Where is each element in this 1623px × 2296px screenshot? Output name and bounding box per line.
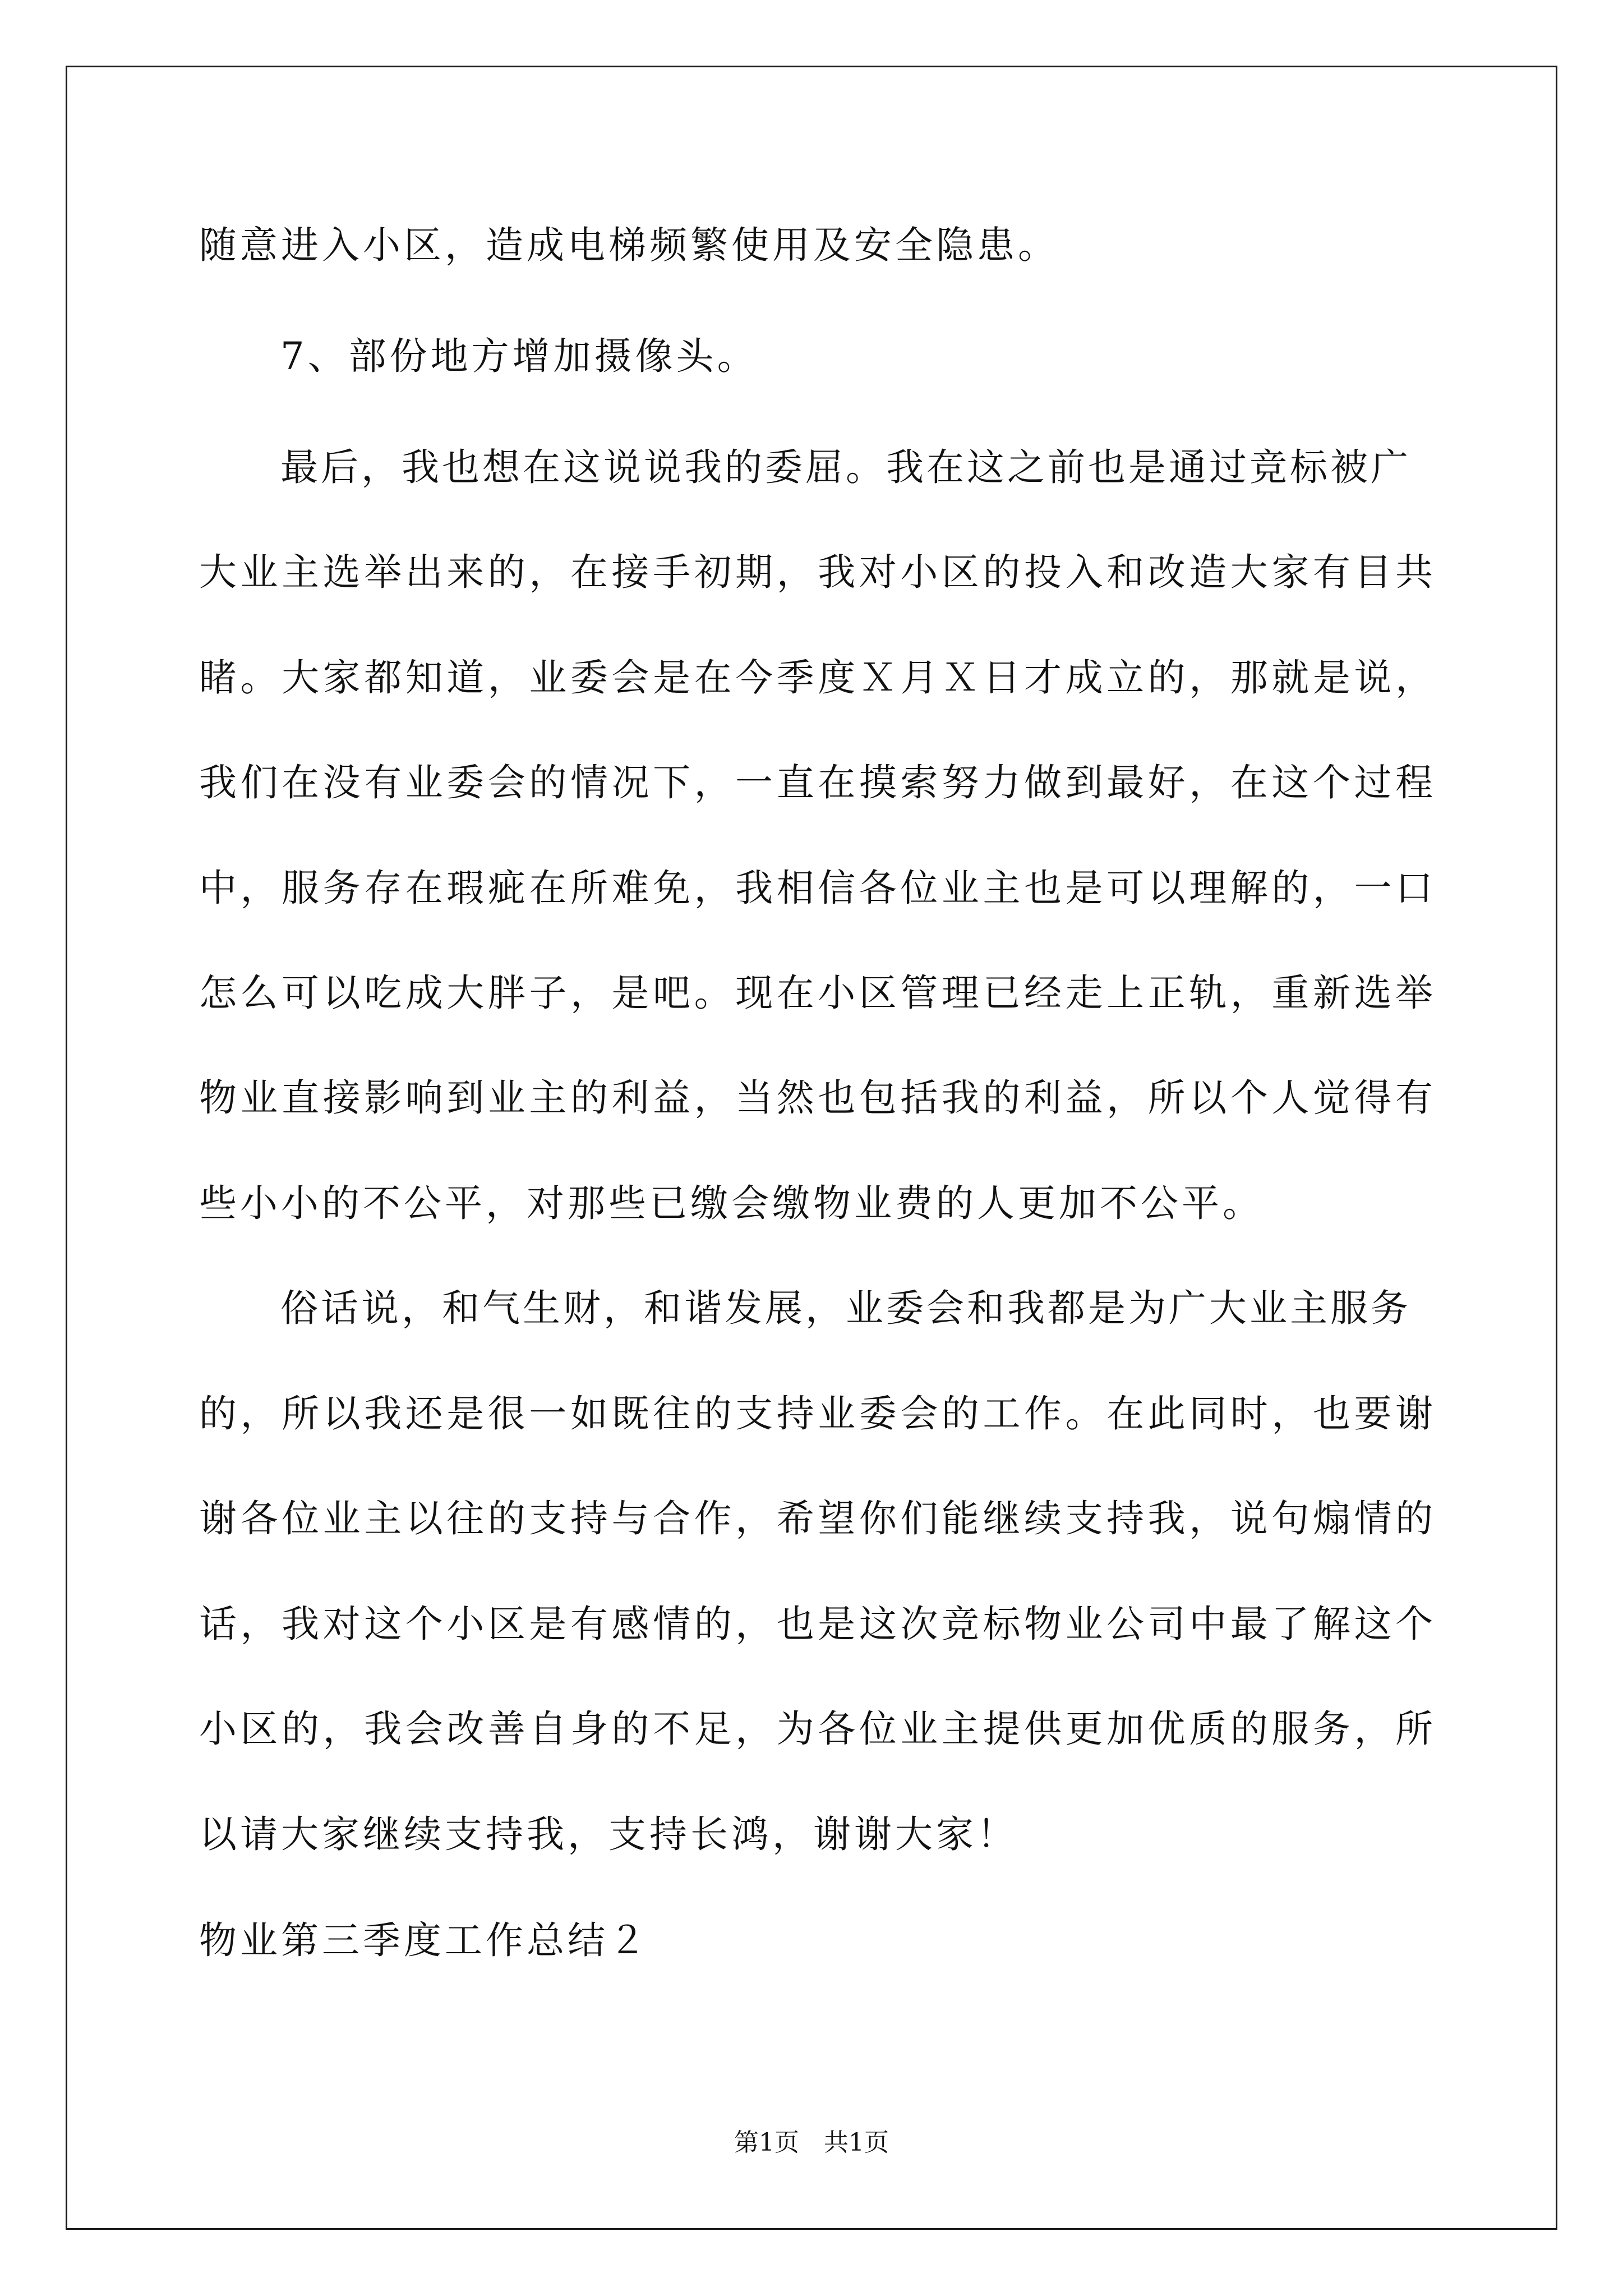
paragraph-line: 以请大家继续支持我，支持长鸿，谢谢大家！ bbox=[199, 1812, 1018, 1856]
paragraph-line: 话，我对这个小区是有感情的，也是这次竞标物业公司中最了解这个 bbox=[199, 1602, 1433, 1646]
text-line: 随意进入小区，造成电梯频繁使用及安全隐患。 bbox=[199, 223, 1059, 267]
paragraph-line: 的，所以我还是很一如既往的支持业委会的工作。在此同时，也要谢 bbox=[199, 1392, 1433, 1435]
paragraph-line: 我们在没有业委会的情况下，一直在摸索努力做到最好，在这个过程 bbox=[199, 761, 1433, 804]
paragraph-line: 些小小的不公平，对那些已缴会缴物业费的人更加不公平。 bbox=[199, 1181, 1264, 1225]
paragraph-line: 大业主选举出来的，在接手初期，我对小区的投入和改造大家有目共 bbox=[199, 550, 1433, 594]
paragraph-line: 睹。大家都知道，业委会是在今季度Ｘ月Ｘ日才成立的，那就是说， bbox=[199, 656, 1433, 700]
paragraph-line: 怎么可以吃成大胖子，是吧。现在小区管理已经走上正轨，重新选举 bbox=[199, 971, 1433, 1015]
list-item-7: 7、部份地方增加摄像头。 bbox=[280, 334, 758, 378]
section-heading: 物业第三季度工作总结２ bbox=[199, 1918, 649, 1962]
paragraph-line: 小区的，我会改善自身的不足，为各位业主提供更加优质的服务，所 bbox=[199, 1707, 1433, 1751]
paragraph-line: 谢各位业主以往的支持与合作，希望你们能继续支持我，说句煽情的 bbox=[199, 1497, 1433, 1540]
page-border bbox=[66, 66, 1557, 2230]
paragraph-line: 物业直接影响到业主的利益，当然也包括我的利益，所以个人觉得有 bbox=[199, 1076, 1433, 1120]
page-footer: 第1页 共1页 bbox=[734, 2128, 889, 2157]
paragraph-line: 中，服务存在瑕疵在所难免，我相信各位业主也是可以理解的，一口 bbox=[199, 866, 1433, 910]
paragraph-line: 俗话说，和气生财，和谐发展，业委会和我都是为广大业主服务 bbox=[280, 1286, 1411, 1330]
paragraph-line: 最后，我也想在这说说我的委屈。我在这之前也是通过竞标被广 bbox=[280, 445, 1411, 489]
